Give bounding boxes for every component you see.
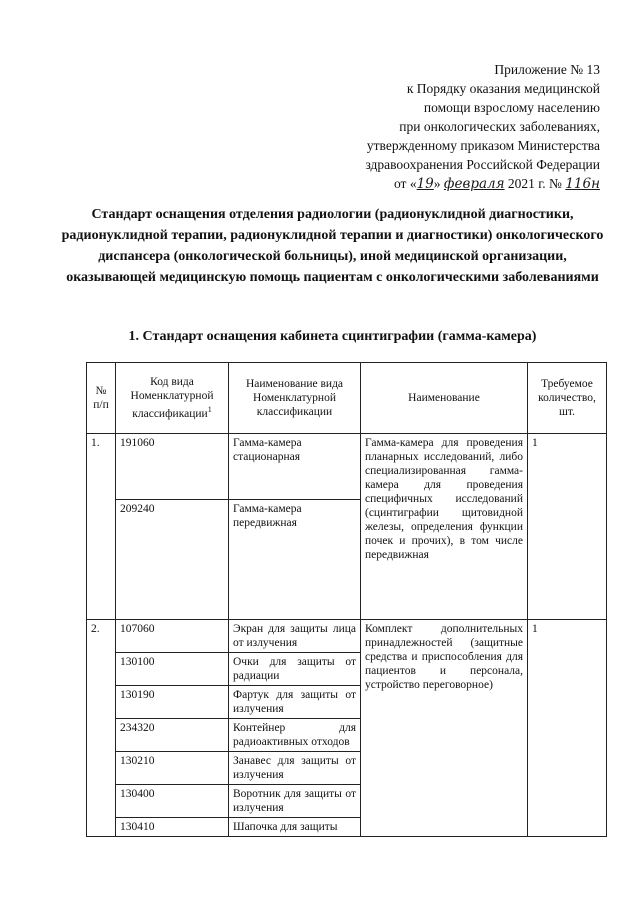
appendix-line: при онкологических заболеваниях, xyxy=(399,119,600,134)
section-heading: 1. Стандарт оснащения кабинета сцинтиграфии (гамма-камера) xyxy=(128,329,537,344)
appendix-header xyxy=(300,60,600,194)
handwritten-month: февраля xyxy=(443,176,505,192)
handwritten-number: 116н xyxy=(565,176,600,192)
appendix-line: помощи взрослому населению xyxy=(423,100,600,115)
document-title: Стандарт оснащения отделения радиологии (радионуклидной диагностики, радионуклидной терапии, радионуклидной терапии и диагностики) онкологического диспансера (онкологической больницы), иной медицинской организации, оказывающей медицинскую помощь пациентам с онкологическими заболеваниями xyxy=(61,207,604,285)
code-cell: 130400 xyxy=(116,785,229,818)
appendix-line: Приложение № 13 xyxy=(494,62,600,77)
name-cell: Гамма-камера для проведения планарных исследований, либо специализированная гамма-камера для проведения специфичных исследований (сцинтиграфии щитовидной железы, определения функции почек и прочих), в том числе передвижная xyxy=(361,434,528,620)
kind-cell: Очки для защиты от радиации xyxy=(229,653,361,686)
order-date-line xyxy=(300,174,600,194)
kind-cell: Занавес для защиты от излучения xyxy=(229,752,361,785)
row-num: 1. xyxy=(87,434,116,620)
table-row xyxy=(87,620,607,653)
kind-cell: Контейнер для радиоактивных отходов xyxy=(229,719,361,752)
appendix-line: утвержденному приказом Министерства xyxy=(366,138,600,153)
code-cell: 107060 xyxy=(116,620,229,653)
kind-cell: Гамма-камера стационарная xyxy=(229,434,361,500)
row-num: 2. xyxy=(87,620,116,837)
header-num: № п/п xyxy=(87,363,116,434)
code-cell: 191060 xyxy=(116,434,229,500)
kind-cell: Гамма-камера передвижная xyxy=(229,500,361,620)
qty-cell: 1 xyxy=(528,620,607,837)
code-cell: 209240 xyxy=(116,500,229,620)
date-prefix: от « xyxy=(393,176,417,191)
handwritten-day: 19 xyxy=(416,176,434,192)
kind-cell: Фартук для защиты от излучения xyxy=(229,686,361,719)
header-kind: Наименование вида Номенклатурной классификации xyxy=(229,363,361,434)
equipment-table xyxy=(86,362,607,837)
header-qty: Требуемое количество, шт. xyxy=(528,363,607,434)
code-cell: 130210 xyxy=(116,752,229,785)
kind-cell: Экран для защиты лица от излучения xyxy=(229,620,361,653)
table-row xyxy=(87,434,607,500)
date-mid: » xyxy=(433,176,441,191)
code-cell: 130100 xyxy=(116,653,229,686)
name-cell: Комплект дополнительных принадлежностей (защитные средства и приспособления для пациентов и персонала, устройство переговорное) xyxy=(361,620,528,837)
code-cell: 234320 xyxy=(116,719,229,752)
qty-cell: 1 xyxy=(528,434,607,620)
code-cell: 130410 xyxy=(116,818,229,837)
date-year: 2021 г. № xyxy=(507,176,562,191)
appendix-line: к Порядку оказания медицинской xyxy=(406,81,600,96)
table-header-row xyxy=(87,363,607,434)
header-code: Код вида Номенклатурной классификации$^1$ xyxy=(116,363,229,434)
header-name: Наименование xyxy=(361,363,528,434)
appendix-line: здравоохранения Российской Федерации xyxy=(365,157,600,172)
kind-cell: Воротник для защиты от излучения xyxy=(229,785,361,818)
kind-cell: Шапочка для защиты xyxy=(229,818,361,837)
code-cell: 130190 xyxy=(116,686,229,719)
